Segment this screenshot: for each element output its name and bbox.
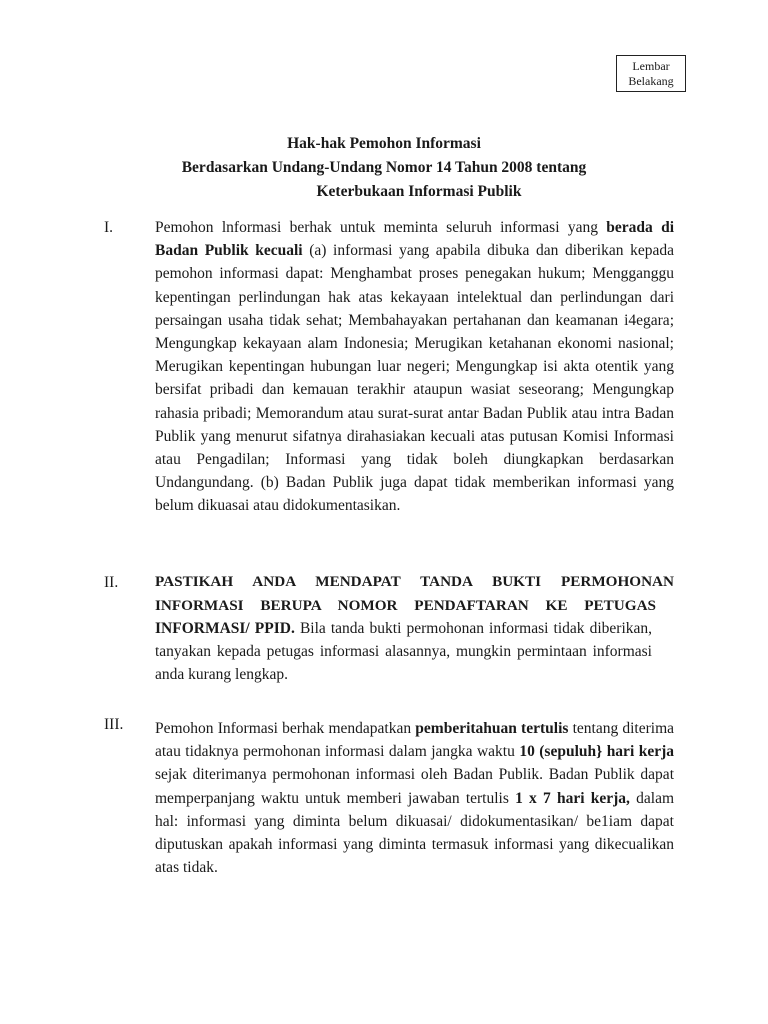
section-3-bold-3: 1 x 7 hari kerja, <box>515 789 630 807</box>
stamp-line-1: Lembar <box>632 59 670 73</box>
section-2-caps-line-3: INFORMASI/ PPID. <box>155 620 295 637</box>
section-1-intro: Pemohon lnformasi berhak untuk meminta seluruh informasi yang <box>155 219 598 236</box>
section-1-paragraph <box>155 216 674 518</box>
stamp-line-2: Belakang <box>628 74 674 88</box>
section-3-number: III. <box>104 716 124 733</box>
section-3-bold-2: 10 (sepuluh} hari kerja <box>519 743 674 761</box>
section-2-paragraph <box>155 570 674 617</box>
section-1-number: I. <box>104 219 114 236</box>
section-3-part-1: Pemohon Informasi berhak mendapatkan <box>155 720 412 737</box>
section-1-rest: (a) informasi yang apabila dibuka dan diberikan kepada pemohon informasi dapat: Menghambat proses penegakan hukum; Mengganggu kepentingan perlindungan hak atas kekayaan intelektual dan perlindungan dari persaingan usaha tidak sehat; Membahayakan pertahanan dan keamanan i4egara; Mengungkap kekayaan alam Indonesia; Merugikan ketahanan ekonomi nasional; Merugikan kepentingan hubungan luar negeri; Mengungkap isi akta otentik yang bersifat pribadi dan kemauan terakhir ataupun wasiat seseorang; Mengungkap rahasia pribadi; Memorandum atau surat-surat antar Badan Publik atau intra Badan Publik yang menurut sifatnya dirahasiakan kecuali atas putusan Komisi Informasi atau Pengadilan; Informasi yang tidak boleh diungkapkan berdasarkan Undangundang. (b) Badan Publik juga dapat tidak memberikan informasi yang belum dikuasai atau didokumentasikan. <box>155 242 674 515</box>
section-1-bold: berada di Badan Publik kecuali <box>155 219 674 260</box>
section-3-bold-1: pemberitahuan tertulis <box>415 720 569 737</box>
section-3-paragraph <box>155 717 674 879</box>
heading-line-1: Hak-hak Pemohon Informasi <box>287 135 481 152</box>
section-3-part-2: tentang diterima atau tidaknya permohonan informasi dalam jangka waktu <box>155 720 675 761</box>
stamp-box <box>616 55 686 92</box>
section-2-rest: Bila tanda bukti permohonan informasi tidak diberikan, tanyakan kepada petugas informasi alasannya, mungkin permintaan informasi anda kurang lengkap. <box>155 620 653 684</box>
section-2-caps-line-2: INFORMASI BERUPA NOMOR PENDAFTARAN KE PETUGAS <box>155 596 656 614</box>
heading-line-2: Berdasarkan Undang-Undang Nomor 14 Tahun 2008 tentang <box>181 159 587 176</box>
section-3-part-3: sejak diterimanya permohonan informasi oleh Badan Publik. Badan Publik dapat memperpanjang waktu untuk memberi jawaban tertulis <box>155 766 674 807</box>
section-2-body <box>155 617 652 687</box>
document-heading <box>0 132 768 204</box>
section-3-part-4: dalam hal: informasi yang diminta belum dikuasai/ didokumentasikan/ be1iam dapat diputuskan apakah informasi yang diminta termasuk informasi yang dikecualikan atas tidak. <box>155 789 675 877</box>
section-2-caps-line-1: PASTIKAH ANDA MENDAPAT TANDA BUKTI PERMOHONAN <box>155 573 674 590</box>
heading-line-3: Keterbukaan Informasi Publik <box>316 183 522 200</box>
section-2-number: II. <box>104 574 119 591</box>
